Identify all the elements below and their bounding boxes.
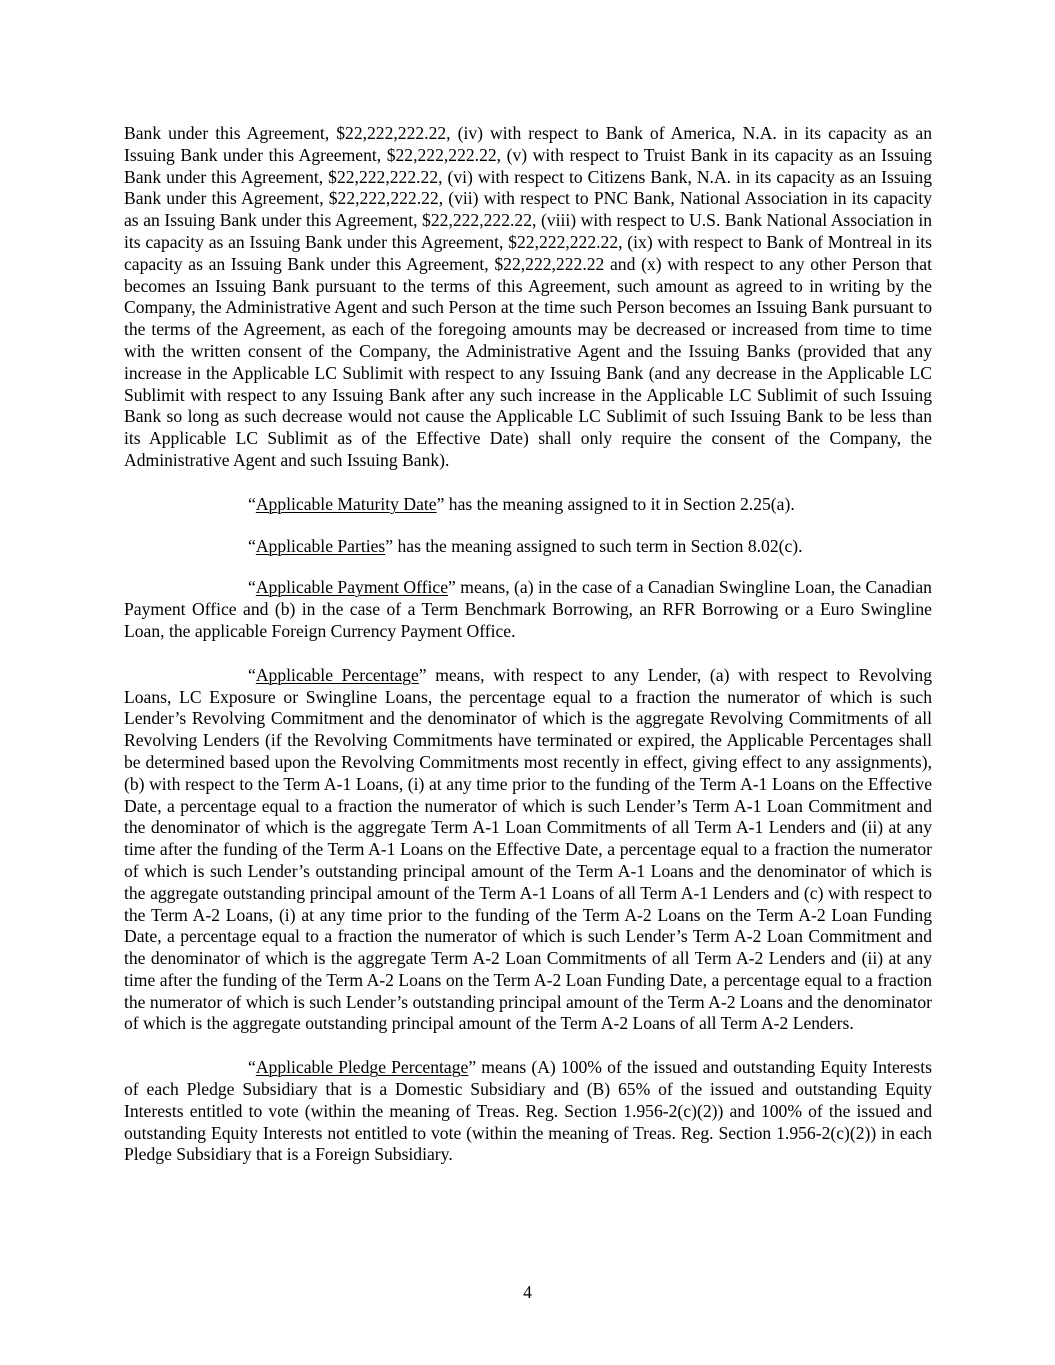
definition-applicable-maturity-date	[124, 494, 932, 516]
definition-applicable-payment-office	[124, 577, 932, 642]
defined-term: Applicable Pledge Percentage	[255, 1057, 469, 1078]
paragraph-lc-sublimit-continuation	[124, 123, 932, 472]
open-quote: “	[248, 535, 256, 556]
open-quote: “	[248, 493, 256, 514]
definition-applicable-percentage	[124, 665, 932, 1036]
definition-text: ” means, (a) in the case of a Canadian Swingline Loan, the Canadian Payment Office and (b) in the case of a Term Benchmark Borrowing, an RFR Borrowing or a Euro Swingline Loan, the applicable Foreign Currency Payment Office.	[124, 577, 932, 641]
document-page	[124, 123, 932, 1188]
defined-term: Applicable Maturity Date	[255, 493, 437, 514]
defined-term: Applicable Percentage	[255, 664, 419, 685]
open-quote: “	[248, 577, 256, 598]
open-quote: “	[248, 1057, 256, 1078]
defined-term: Applicable Payment Office	[255, 577, 449, 598]
definition-text: ” has the meaning assigned to it in Section 2.25(a).	[436, 493, 795, 514]
definition-applicable-parties	[124, 536, 932, 558]
paragraph-text: Bank under this Agreement, $22,222,222.22, (iv) with respect to Bank of America, N.A. in its capacity as an Issuing Bank under this Agreement, $22,222,222.22, (v) with respect to Truist Bank in its capacity as an Issuing Bank under this Agreement, $22,222,222.22, (vi) with respect to Citizens Bank, N.A. in its capacity as an Issuing Bank under this Agreement, $22,222,222.22, (vii) with respect to PNC Bank, National Association in its capacity as an Issuing Bank under this Agreement, $22,222,222.22, (viii) with respect to U.S. Bank National Association in its capacity as an Issuing Bank under this Agreement, $22,222,222.22, (ix) with respect to Bank of Montreal in its capacity as an Issuing Bank under this Agreement, $22,222,222.22 and (x) with respect to any other Person that becomes an Issuing Bank pursuant to the terms of this Agreement, such amount as agreed to in writing by the Company, the Administrative Agent and such Person at the time such Person becomes an Issuing Bank pursuant to the terms of the Agreement, as each of the foregoing amounts may be decreased or increased from time to time with the written consent of the Company, the Administrative Agent and the Issuing Banks (provided that any increase in the Applicable LC Sublimit with respect to any Issuing Bank (and any decrease in the Applicable LC Sublimit with respect to any Issuing Bank after any such increase in the Applicable LC Sublimit of such Issuing Bank so long as such decrease would not cause the Applicable LC Sublimit of such Issuing Bank to be less than its Applicable LC Sublimit as of the Effective Date) shall only require the consent of the Company, the Administrative Agent and such Issuing Bank).	[124, 123, 932, 470]
defined-term: Applicable Parties	[255, 535, 386, 556]
page-number: 4	[523, 1282, 532, 1302]
open-quote: “	[248, 664, 256, 685]
definition-text: ” means (A) 100% of the issued and outstanding Equity Interests of each Pledge Subsidiary that is a Domestic Subsidiary and (B) 65% of the issued and outstanding Equity Interests entitled to vote (within the meaning of Treas. Reg. Section 1.956-2(c)(2)) and 100% of the issued and outstanding Equity Interests not entitled to vote (within the meaning of Treas. Reg. Section 1.956-2(c)(2)) in each Pledge Subsidiary that is a Foreign Subsidiary.	[124, 1057, 932, 1165]
definition-text: ” means, with respect to any Lender, (a) with respect to Revolving Loans, LC Exposure or Swingline Loans, the percentage equal to a fraction the numerator of which is such Lender’s Revolving Commitment and the denominator of which is the aggregate Revolving Commitments of all Revolving Lenders (if the Revolving Commitments have terminated or expired, the Applicable Percentages shall be determined based upon the Revolving Commitments most recently in effect, giving effect to any assignments), (b) with respect to the Term A-1 Loans, (i) at any time prior to the funding of the Term A-1 Loans on the Effective Date, a percentage equal to a fraction the numerator of which is such Lender’s Term A-1 Loan Commitment and the denominator of which is the aggregate Term A-1 Loan Commitments of all Term A-1 Lenders and (ii) at any time after the funding of the Term A-1 Loans on the Effective Date, a percentage equal to a fraction the numerator of which is such Lender’s outstanding principal amount of the Term A-1 Loans and the denominator of which is the aggregate outstanding principal amount of the Term A-1 Loans of all Term A-1 Lenders and (c) with respect to the Term A-2 Loans, (i) at any time prior to the funding of the Term A-2 Loans on the Term A-2 Loan Funding Date, a percentage equal to a fraction the numerator of which is such Lender’s Term A-2 Loan Commitment and the denominator of which is the aggregate Term A-2 Loan Commitments of all Term A-2 Lenders and (ii) at any time after the funding of the Term A-2 Loans on the Term A-2 Loan Funding Date, a percentage equal to a fraction the numerator of which is such Lender’s outstanding principal amount of the Term A-2 Loans and the denominator of which is the aggregate outstanding principal amount of the Term A-2 Loans of all Term A-2 Lenders.	[124, 664, 932, 1034]
definition-applicable-pledge-percentage	[124, 1057, 932, 1166]
definition-text: ” has the meaning assigned to such term in Section 8.02(c).	[385, 535, 803, 556]
